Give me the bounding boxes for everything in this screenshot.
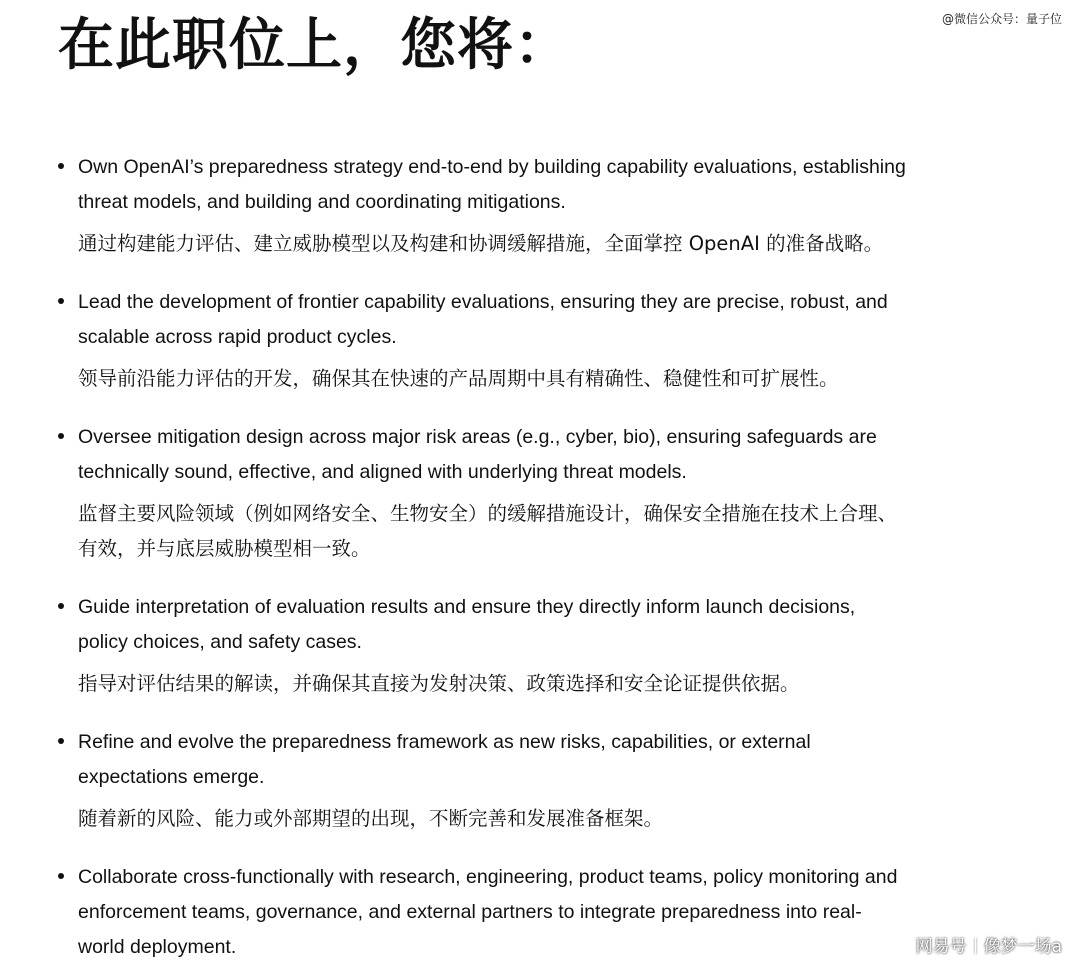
responsibility-list	[58, 150, 908, 965]
list-item	[58, 150, 908, 261]
item-english-text: Collaborate cross-functionally with research, engineering, product teams, policy monitoring and enforcement teams, governance, and external partners to integrate preparedness into real-world deployment.	[78, 866, 898, 958]
watermark-divider	[975, 938, 976, 954]
item-english-text: Oversee mitigation design across major risk areas (e.g., cyber, bio), ensuring safeguards are technically sound, effective, and aligned with underlying threat models.	[78, 426, 877, 483]
item-chinese-text: 领导前沿能力评估的开发，确保其在快速的产品周期中具有精确性、稳健性和可扩展性。	[78, 367, 839, 390]
watermark-brand: 网易号	[915, 937, 967, 957]
item-english-text: Own OpenAI’s preparedness strategy end-to-end by building capability evaluations, establishing threat models, and building and coordinating mitigations.	[78, 156, 906, 213]
watermark-bottom	[916, 932, 1062, 957]
list-item	[58, 725, 908, 836]
bullet-icon	[58, 163, 64, 169]
watermark-top: @微信公众号：量子位	[941, 12, 1062, 26]
bullet-icon	[58, 298, 64, 304]
bullet-icon	[58, 603, 64, 609]
list-item	[58, 590, 908, 701]
bullet-icon	[58, 433, 64, 439]
page-heading: 在此职位上，您将：	[58, 13, 571, 78]
item-english-text: Refine and evolve the preparedness framework as new risks, capabilities, or external expectations emerge.	[78, 731, 811, 788]
bullet-icon	[58, 873, 64, 879]
list-item	[58, 420, 908, 566]
watermark-author: 像梦一场a	[983, 937, 1062, 957]
bullet-icon	[58, 738, 64, 744]
item-english-text: Lead the development of frontier capability evaluations, ensuring they are precise, robust, and scalable across rapid product cycles.	[78, 291, 888, 348]
item-chinese-text: 监督主要风险领域（例如网络安全、生物安全）的缓解措施设计，确保安全措施在技术上合理、有效，并与底层威胁模型相一致。	[78, 502, 898, 560]
item-english-text: Guide interpretation of evaluation results and ensure they directly inform launch decisions, policy choices, and safety cases.	[78, 596, 856, 653]
item-chinese-text: 随着新的风险、能力或外部期望的出现，不断完善和发展准备框架。	[78, 807, 664, 830]
list-item	[58, 860, 908, 965]
list-item	[58, 285, 908, 396]
item-chinese-text: 通过构建能力评估、建立威胁模型以及构建和协调缓解措施，全面掌控 OpenAI 的准备战略。	[78, 232, 884, 255]
item-chinese-text: 指导对评估结果的解读，并确保其直接为发射决策、政策选择和安全论证提供依据。	[78, 672, 800, 695]
